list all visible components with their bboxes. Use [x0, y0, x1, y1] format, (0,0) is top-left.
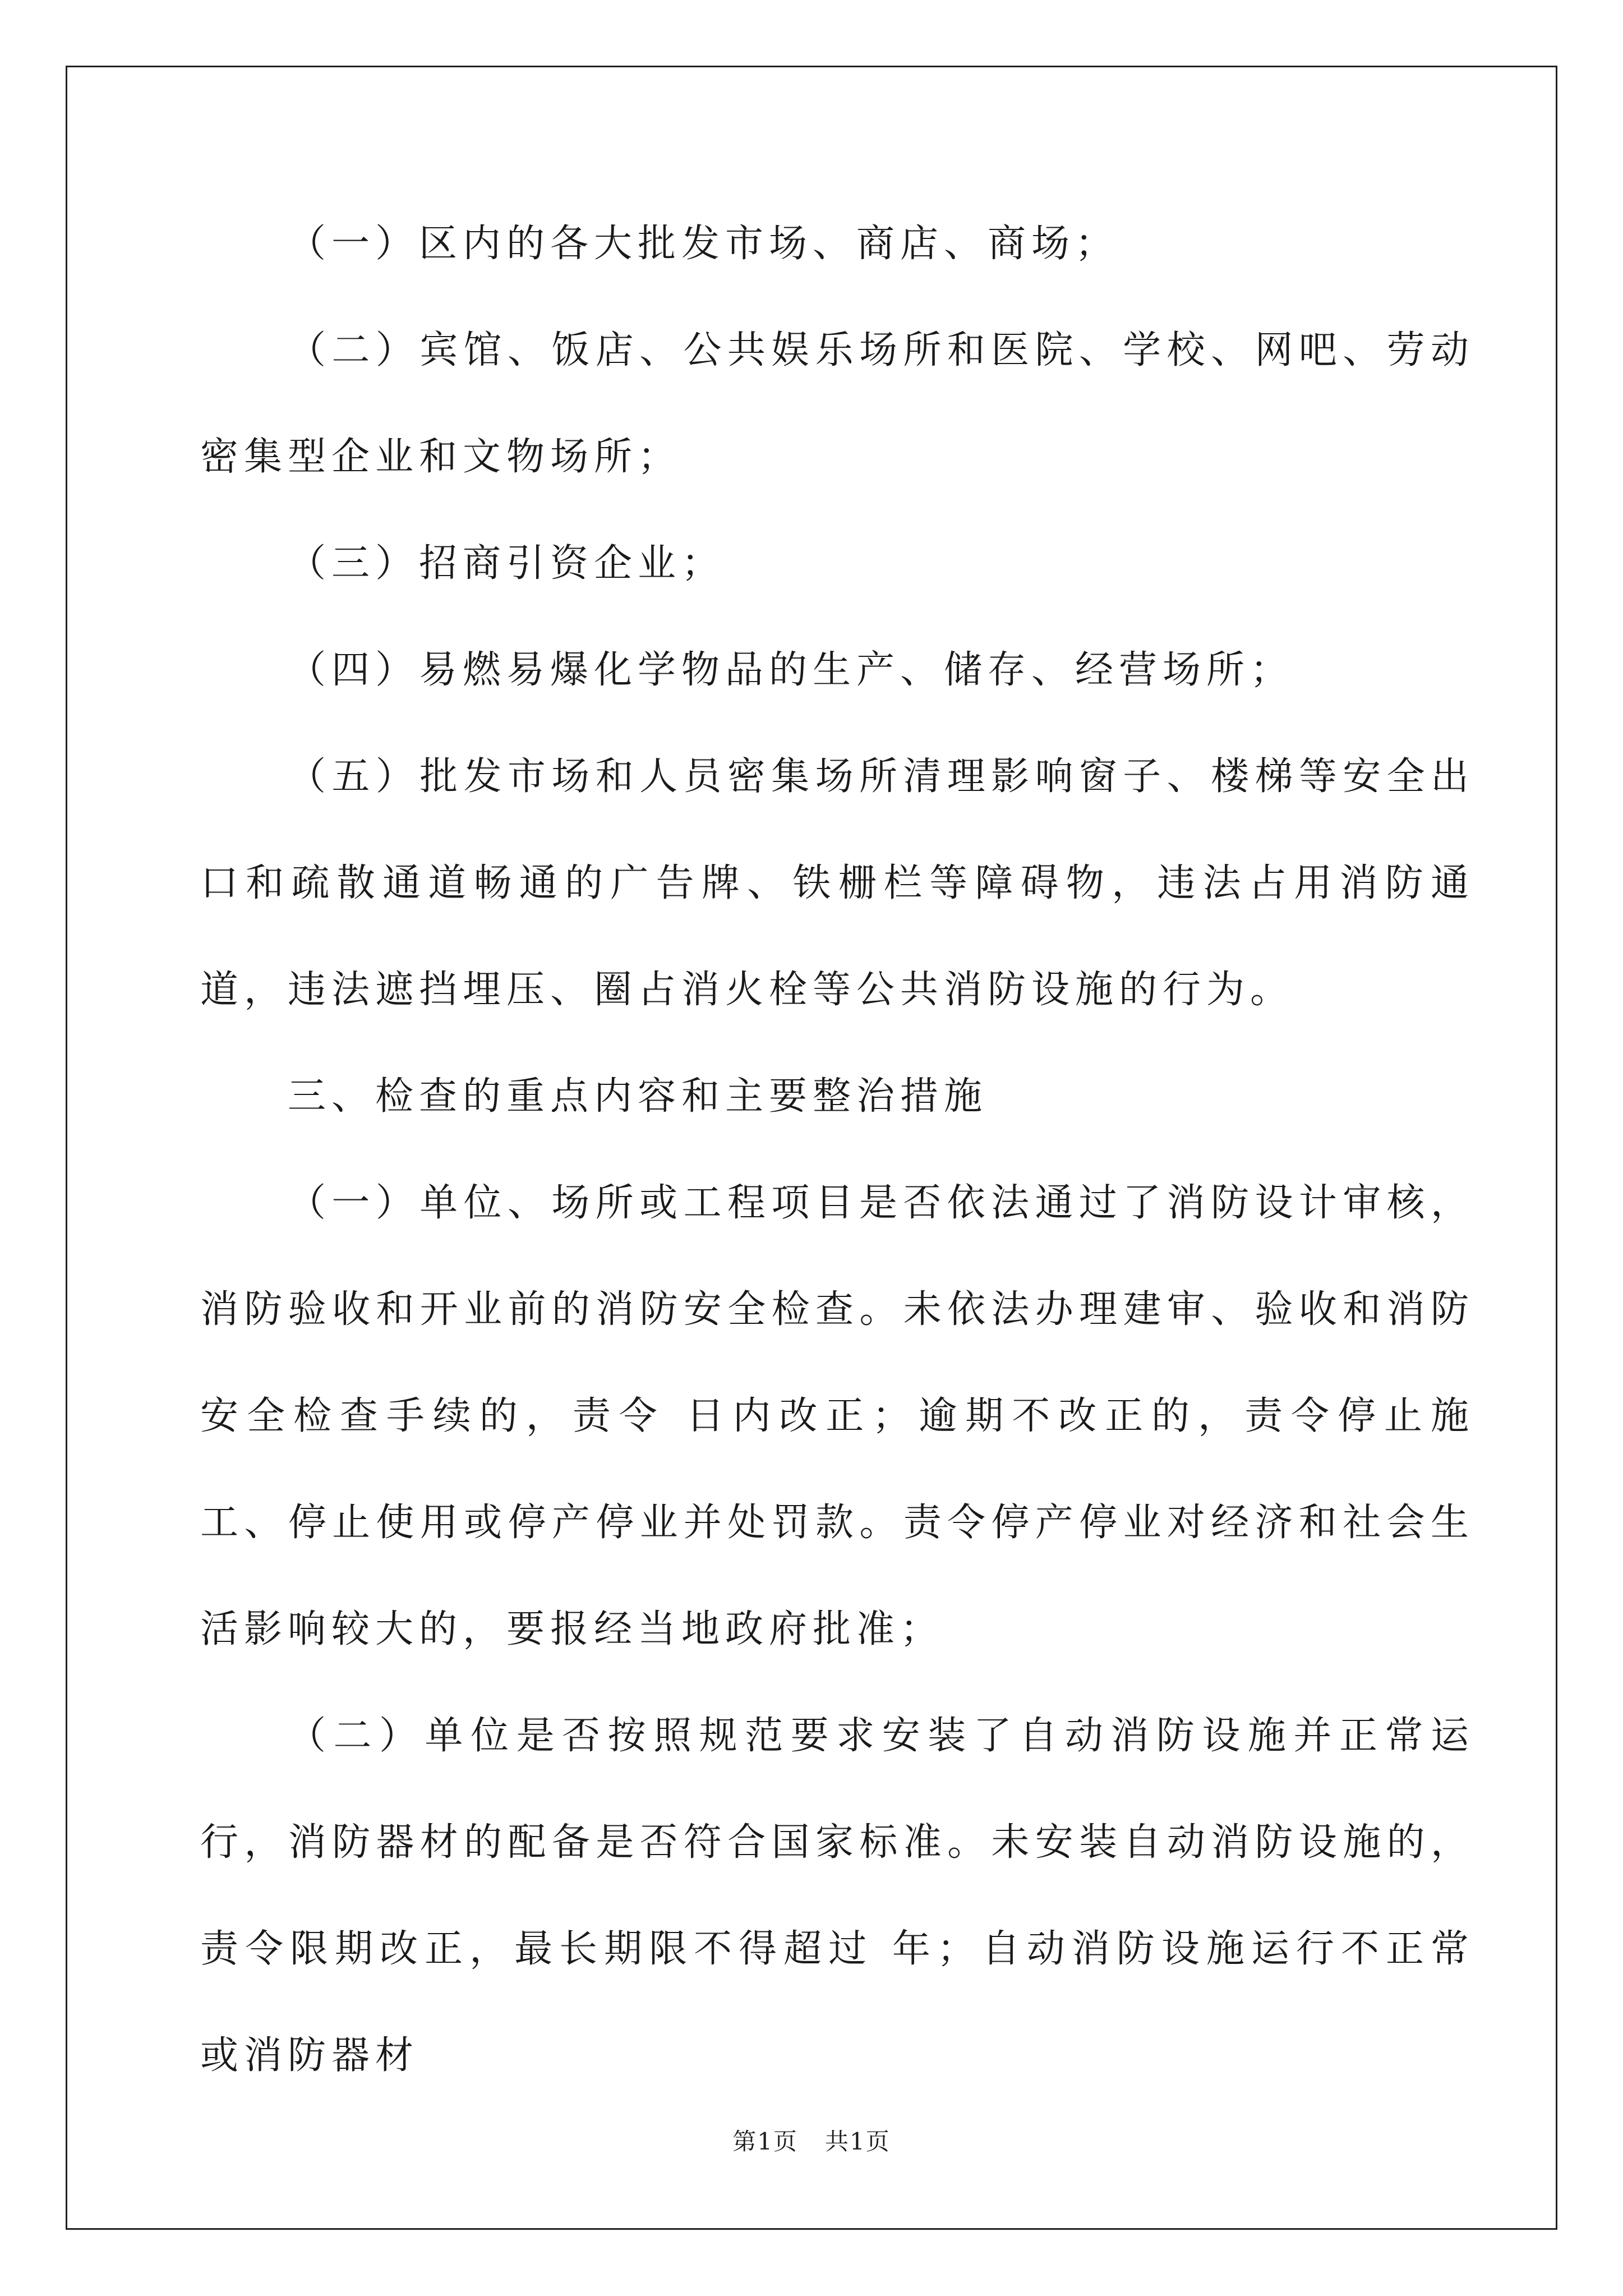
paragraph-item-5: （五）批发市场和人员密集场所清理影响窗子、楼梯等安全出口和疏散通道畅通的广告牌、铁栅栏等障碍物，违法占用消防通道，违法遮挡埋压、圈占消火栓等公共消防设施的行为。: [200, 754, 1474, 1012]
paragraph-measure-2: （二）单位是否按照规范要求安装了自动消防设施并正常运行，消防器材的配备是否符合国家标准。未安装自动消防设施的，责令限期改正，最长期限不得超过 年；自动消防设施运行不正常或消防器材: [200, 1714, 1474, 2078]
page-number-current: 第1页: [732, 2128, 798, 2155]
paragraph-item-4: （四）易燃易爆化学物品的生产、储存、经营场所；: [288, 648, 1294, 692]
section-heading-3: 三、检查的重点内容和主要整治措施: [288, 1074, 988, 1119]
page-footer: [0, 2125, 1623, 2159]
paragraph-item-3: （三）招商引资企业；: [288, 541, 726, 586]
page-number-total: 共1页: [825, 2128, 891, 2155]
paragraph-item-1: （一）区内的各大批发市场、商店、商场；: [288, 222, 1119, 266]
paragraph-measure-1: （一）单位、场所或工程项目是否依法通过了消防设计审核，消防验收和开业前的消防安全检查。未依法办理建审、验收和消防安全检查手续的，责令 日内改正；逾期不改正的，责令停止施工、停止使用或停产停业并处罚款。责令停产停业对经济和社会生活影响较大的，要报经当地政府批准；: [200, 1181, 1474, 1651]
document-body: [200, 191, 1474, 2109]
paragraph-item-2: （二）宾馆、饭店、公共娱乐场所和医院、学校、网吧、劳动密集型企业和文物场所；: [200, 328, 1474, 479]
